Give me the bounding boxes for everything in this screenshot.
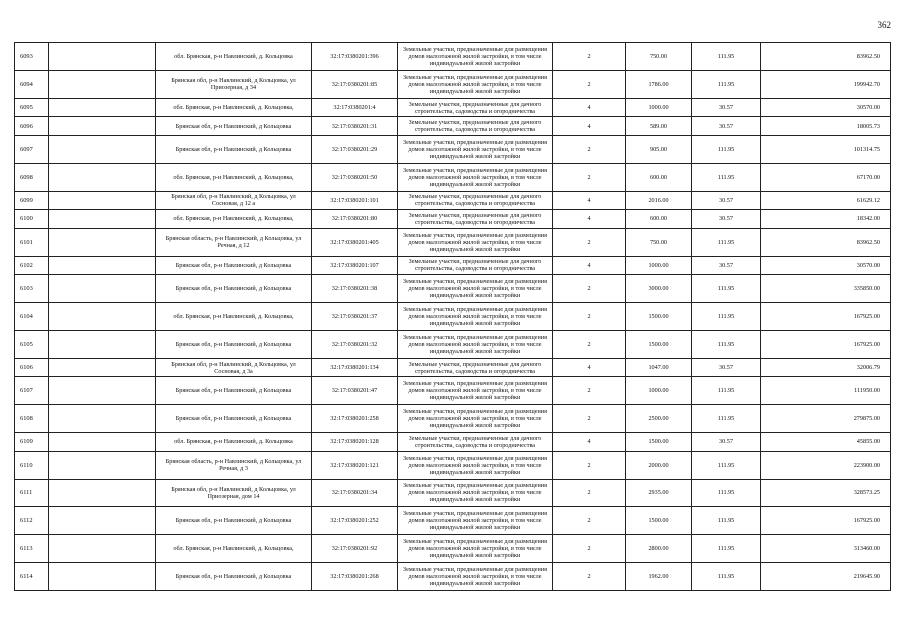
rate-cell: 111.95 [692,163,761,191]
cadastral-value-cell: 45855.00 [761,433,891,452]
cadastral-number-cell: 32:17:0380201:32 [312,330,398,358]
row-id: 6108 [15,405,49,433]
address-cell: Брянская обл, р-н Навлинский, д Кольцовка, ул Приозерная, дом 14 [156,479,312,507]
land-use-cell: Земельные участки, предназначенные для размещения домов малоэтажной жилой застройки, в том числе индивидуальной жилой застройки [398,451,553,479]
cadastral-value-cell: 101314.75 [761,135,891,163]
cadastral-value-table [14,42,891,591]
table-row [15,98,891,117]
cadastral-number-cell: 32:17:0380201:101 [312,191,398,210]
group-cell: 2 [553,228,626,256]
cadastral-value-cell: 83962.50 [761,43,891,71]
table-row [15,228,891,256]
cadastral-value-cell: 167925.00 [761,330,891,358]
row-id: 6095 [15,98,49,117]
blank-cell [49,303,156,331]
table-row [15,563,891,591]
blank-cell [49,377,156,405]
group-cell: 4 [553,117,626,136]
group-cell: 2 [553,70,626,98]
blank-cell [49,507,156,535]
table-row [15,70,891,98]
land-use-cell: Земельные участки, предназначенные для размещения домов малоэтажной жилой застройки, в том числе индивидуальной жилой застройки [398,377,553,405]
table-row [15,330,891,358]
area-cell: 750.00 [626,43,692,71]
cadastral-value-cell: 30570.00 [761,256,891,275]
cadastral-value-cell: 30570.00 [761,98,891,117]
rate-cell: 30.57 [692,191,761,210]
cadastral-value-cell: 279875.00 [761,405,891,433]
blank-cell [49,117,156,136]
address-cell: Брянская обл, р-н Навлинский, д Кольцовка [156,256,312,275]
address-cell: Брянская обл, р-н Навлинский, д Кольцовка, ул Приозерная, д 34 [156,70,312,98]
table-row [15,135,891,163]
blank-cell [49,163,156,191]
group-cell: 4 [553,358,626,377]
cadastral-number-cell: 32:17:0380201:92 [312,535,398,563]
page-number: 362 [877,20,891,30]
land-use-cell: Земельные участки, предназначенные для дачного строительства, садоводства и огородничества [398,358,553,377]
row-id: 6097 [15,135,49,163]
table-row [15,535,891,563]
land-use-cell: Земельные участки, предназначенные для размещения домов малоэтажной жилой застройки, в том числе индивидуальной жилой застройки [398,70,553,98]
blank-cell [49,135,156,163]
row-id: 6105 [15,330,49,358]
land-use-cell: Земельные участки, предназначенные для размещения домов малоэтажной жилой застройки, в том числе индивидуальной жилой застройки [398,275,553,303]
cadastral-number-cell: 32:17:0380201:31 [312,117,398,136]
blank-cell [49,451,156,479]
blank-cell [49,210,156,229]
cadastral-number-cell: 32:17:0380201:405 [312,228,398,256]
group-cell: 4 [553,256,626,275]
area-cell: 1962.00 [626,563,692,591]
rate-cell: 111.95 [692,135,761,163]
group-cell: 2 [553,479,626,507]
blank-cell [49,479,156,507]
cadastral-value-cell: 335850.00 [761,275,891,303]
group-cell: 2 [553,303,626,331]
address-cell: Брянская обл, р-н Навлинский, д Кольцовка [156,135,312,163]
address-cell: Брянская обл, р-н Навлинский, д Кольцовка, ул Сосновая, д 3а [156,358,312,377]
group-cell: 2 [553,43,626,71]
cadastral-value-cell: 32006.79 [761,358,891,377]
address-cell: Брянская обл, р-н Навлинский, д Кольцовка [156,563,312,591]
area-cell: 905.00 [626,135,692,163]
rate-cell: 111.95 [692,535,761,563]
cadastral-value-cell: 219645.90 [761,563,891,591]
blank-cell [49,191,156,210]
cadastral-number-cell: 32:17:0380201:396 [312,43,398,71]
row-id: 6098 [15,163,49,191]
address-cell: Брянская область, р-н Навлинский, д Кольцовка, ул Речная, д 12 [156,228,312,256]
row-id: 6100 [15,210,49,229]
row-id: 6112 [15,507,49,535]
address-cell: обл. Брянская, р-н Навлинский, д. Кольцовка, [156,210,312,229]
row-id: 6111 [15,479,49,507]
area-cell: 1500.00 [626,433,692,452]
land-use-cell: Земельные участки, предназначенные для размещения домов малоэтажной жилой застройки, в том числе индивидуальной жилой застройки [398,535,553,563]
land-use-cell: Земельные участки, предназначенные для дачного строительства, садоводства и огородничества [398,98,553,117]
cadastral-value-cell: 199942.70 [761,70,891,98]
table-row [15,303,891,331]
table-row [15,191,891,210]
rate-cell: 30.57 [692,256,761,275]
cadastral-number-cell: 32:17:0380201:50 [312,163,398,191]
group-cell: 4 [553,210,626,229]
table-row [15,358,891,377]
rate-cell: 30.57 [692,210,761,229]
address-cell: Брянская обл, р-н Навлинский, д Кольцовка, ул Сосновая, д 12 а [156,191,312,210]
land-use-cell: Земельные участки, предназначенные для дачного строительства, садоводства и огородничества [398,256,553,275]
rate-cell: 111.95 [692,70,761,98]
rate-cell: 111.95 [692,405,761,433]
cadastral-value-cell: 111950.00 [761,377,891,405]
land-use-cell: Земельные участки, предназначенные для размещения домов малоэтажной жилой застройки, в том числе индивидуальной жилой застройки [398,563,553,591]
row-id: 6102 [15,256,49,275]
cadastral-value-cell: 313460.00 [761,535,891,563]
land-use-cell: Земельные участки, предназначенные для размещения домов малоэтажной жилой застройки, в том числе индивидуальной жилой застройки [398,479,553,507]
blank-cell [49,405,156,433]
land-use-cell: Земельные участки, предназначенные для размещения домов малоэтажной жилой застройки, в том числе индивидуальной жилой застройки [398,507,553,535]
table-row [15,163,891,191]
blank-cell [49,358,156,377]
cadastral-value-cell: 18342.00 [761,210,891,229]
rate-cell: 111.95 [692,563,761,591]
cadastral-value-cell: 223900.00 [761,451,891,479]
group-cell: 2 [553,405,626,433]
area-cell: 2500.00 [626,405,692,433]
address-cell: Брянская обл, р-н Навлинский, д Кольцовка [156,275,312,303]
cadastral-value-cell: 167925.00 [761,507,891,535]
cadastral-value-cell: 167925.00 [761,303,891,331]
cadastral-number-cell: 32:17:0380201:38 [312,275,398,303]
blank-cell [49,535,156,563]
address-cell: Брянская обл, р-н Навлинский, д Кольцовка [156,117,312,136]
cadastral-number-cell: 32:17:0380201:34 [312,479,398,507]
rate-cell: 30.57 [692,433,761,452]
cadastral-number-cell: 32:17:0380201:80 [312,210,398,229]
area-cell: 1500.00 [626,303,692,331]
group-cell: 2 [553,135,626,163]
rate-cell: 111.95 [692,330,761,358]
cadastral-number-cell: 32:17:0380201:4 [312,98,398,117]
blank-cell [49,98,156,117]
address-cell: Брянская обл, р-н Навлинский, д Кольцовка [156,507,312,535]
table-row [15,479,891,507]
table-row [15,117,891,136]
land-use-cell: Земельные участки, предназначенные для размещения домов малоэтажной жилой застройки, в том числе индивидуальной жилой застройки [398,43,553,71]
table-row [15,377,891,405]
cadastral-value-cell: 18005.73 [761,117,891,136]
land-use-cell: Земельные участки, предназначенные для размещения домов малоэтажной жилой застройки, в том числе индивидуальной жилой застройки [398,303,553,331]
area-cell: 600.00 [626,210,692,229]
area-cell: 1000.00 [626,98,692,117]
land-use-cell: Земельные участки, предназначенные для дачного строительства, садоводства и огородничества [398,433,553,452]
group-cell: 4 [553,433,626,452]
group-cell: 2 [553,330,626,358]
address-cell: Брянская обл, р-н Навлинский, д Кольцовка [156,405,312,433]
group-cell: 2 [553,563,626,591]
land-use-cell: Земельные участки, предназначенные для размещения домов малоэтажной жилой застройки, в том числе индивидуальной жилой застройки [398,330,553,358]
cadastral-number-cell: 32:17:0380201:121 [312,451,398,479]
table-row [15,405,891,433]
address-cell: обл. Брянская, р-н Навлинский, д. Кольцовка [156,433,312,452]
group-cell: 4 [553,191,626,210]
address-cell: обл. Брянская, р-н Навлинский, д. Кольцовка, [156,163,312,191]
area-cell: 1500.00 [626,330,692,358]
cadastral-number-cell: 32:17:0380201:37 [312,303,398,331]
land-use-cell: Земельные участки, предназначенные для размещения домов малоэтажной жилой застройки, в том числе индивидуальной жилой застройки [398,163,553,191]
area-cell: 1786.00 [626,70,692,98]
cadastral-number-cell: 32:17:0380201:134 [312,358,398,377]
area-cell: 600.00 [626,163,692,191]
rate-cell: 30.57 [692,358,761,377]
cadastral-number-cell: 32:17:0380201:29 [312,135,398,163]
blank-cell [49,433,156,452]
row-id: 6107 [15,377,49,405]
area-cell: 1500.00 [626,507,692,535]
row-id: 6110 [15,451,49,479]
land-use-cell: Земельные участки, предназначенные для дачного строительства, садоводства и огородничества [398,117,553,136]
cadastral-value-cell: 67170.00 [761,163,891,191]
area-cell: 1000.00 [626,256,692,275]
rate-cell: 111.95 [692,43,761,71]
area-cell: 2800.00 [626,535,692,563]
row-id: 6114 [15,563,49,591]
area-cell: 2000.00 [626,451,692,479]
land-use-cell: Земельные участки, предназначенные для размещения домов малоэтажной жилой застройки, в том числе индивидуальной жилой застройки [398,405,553,433]
area-cell: 1000.00 [626,377,692,405]
address-cell: Брянская область, р-н Навлинский, д Кольцовка, ул Речная, д 3 [156,451,312,479]
table-row [15,210,891,229]
group-cell: 2 [553,275,626,303]
blank-cell [49,330,156,358]
rate-cell: 111.95 [692,479,761,507]
rate-cell: 111.95 [692,275,761,303]
blank-cell [49,70,156,98]
address-cell: обл. Брянская, р-н Навлинский, д. Кольцовка, [156,98,312,117]
rate-cell: 30.57 [692,117,761,136]
group-cell: 2 [553,163,626,191]
address-cell: обл. Брянская, р-н Навлинский, д. Кольцовка, [156,303,312,331]
cadastral-number-cell: 32:17:0380201:128 [312,433,398,452]
land-use-cell: Земельные участки, предназначенные для размещения домов малоэтажной жилой застройки, в том числе индивидуальной жилой застройки [398,135,553,163]
area-cell: 3000.00 [626,275,692,303]
address-cell: обл. Брянская, р-н Навлинский, д. Кольцовка, [156,535,312,563]
group-cell: 2 [553,377,626,405]
row-id: 6101 [15,228,49,256]
cadastral-value-cell: 61629.12 [761,191,891,210]
land-use-cell: Земельные участки, предназначенные для размещения домов малоэтажной жилой застройки, в том числе индивидуальной жилой застройки [398,228,553,256]
row-id: 6104 [15,303,49,331]
land-use-cell: Земельные участки, предназначенные для дачного строительства, садоводства и огородничества [398,191,553,210]
blank-cell [49,563,156,591]
area-cell: 589.00 [626,117,692,136]
rate-cell: 111.95 [692,507,761,535]
rate-cell: 111.95 [692,228,761,256]
area-cell: 2016.00 [626,191,692,210]
row-id: 6109 [15,433,49,452]
rate-cell: 111.95 [692,451,761,479]
row-id: 6096 [15,117,49,136]
area-cell: 1047.00 [626,358,692,377]
cadastral-value-cell: 83962.50 [761,228,891,256]
cadastral-number-cell: 32:17:0380201:258 [312,405,398,433]
rate-cell: 111.95 [692,303,761,331]
blank-cell [49,256,156,275]
area-cell: 2935.00 [626,479,692,507]
rate-cell: 111.95 [692,377,761,405]
row-id: 6106 [15,358,49,377]
address-cell: Брянская обл, р-н Навлинский, д Кольцовка [156,377,312,405]
address-cell: Брянская обл, р-н Навлинский, д Кольцовка [156,330,312,358]
address-cell: обл. Брянская, р-н Навлинский, д. Кольцовка [156,43,312,71]
cadastral-number-cell: 32:17:0380201:47 [312,377,398,405]
row-id: 6103 [15,275,49,303]
land-use-cell: Земельные участки, предназначенные для дачного строительства, садоводства и огородничества [398,210,553,229]
row-id: 6113 [15,535,49,563]
blank-cell [49,275,156,303]
cadastral-value-cell: 328573.25 [761,479,891,507]
table-row [15,451,891,479]
table-row [15,507,891,535]
blank-cell [49,228,156,256]
group-cell: 2 [553,451,626,479]
row-id: 6099 [15,191,49,210]
cadastral-number-cell: 32:17:0380201:268 [312,563,398,591]
rate-cell: 30.57 [692,98,761,117]
table-row [15,275,891,303]
cadastral-number-cell: 32:17:0380201:85 [312,70,398,98]
blank-cell [49,43,156,71]
area-cell: 750.00 [626,228,692,256]
row-id: 6093 [15,43,49,71]
table-row [15,433,891,452]
row-id: 6094 [15,70,49,98]
table-row [15,256,891,275]
group-cell: 2 [553,535,626,563]
table-row [15,43,891,71]
cadastral-number-cell: 32:17:0380201:107 [312,256,398,275]
group-cell: 2 [553,507,626,535]
cadastral-number-cell: 32:17:0380201:252 [312,507,398,535]
group-cell: 4 [553,98,626,117]
